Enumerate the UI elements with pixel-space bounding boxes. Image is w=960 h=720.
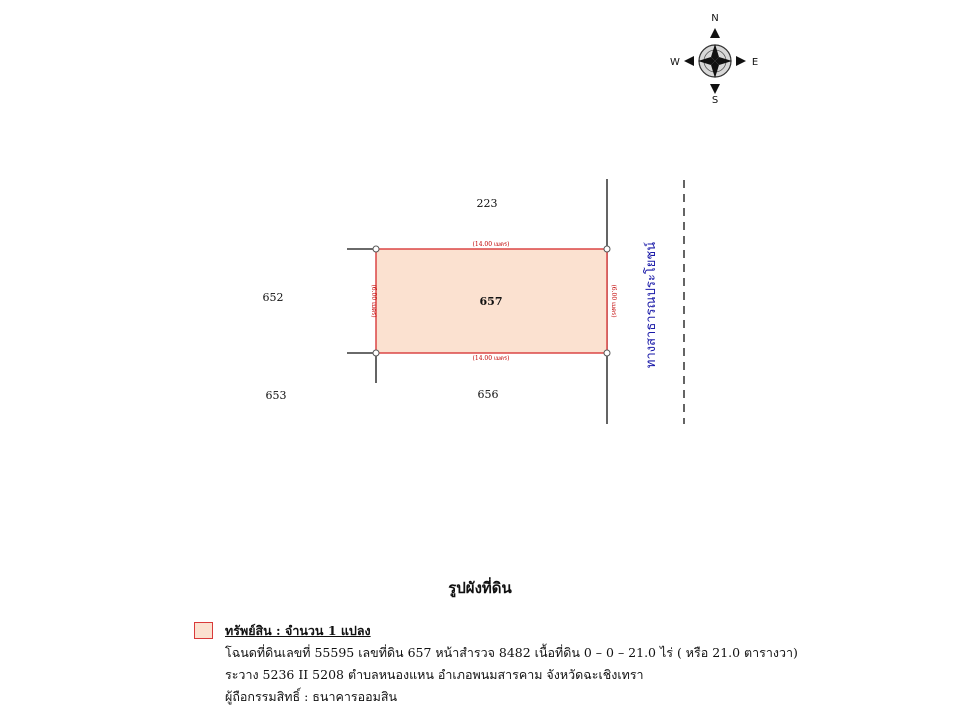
compass-north-label: N xyxy=(711,13,719,24)
corner-marker xyxy=(373,350,379,356)
compass-south-label: S xyxy=(711,95,719,106)
compass-east-label: E xyxy=(751,57,759,68)
south-plot-number: 656 xyxy=(477,388,499,401)
corner-marker xyxy=(604,350,610,356)
southwest-plot-number: 653 xyxy=(265,389,287,402)
legend-deed-line: โฉนดที่ดินเลขที่ 55595 เลขที่ดิน 657 หน้าสำรวจ 8482 เนื้อที่ดิน 0 – 0 – 21.0 ไร่ ( หรือ 21.0 ตารางวา) xyxy=(225,645,798,660)
dimension-bottom-label: (14.00 เมตร) xyxy=(472,355,510,362)
legend-owner-line: ผู้ถือกรรมสิทธิ์ : ธนาคารออมสิน xyxy=(225,689,398,704)
west-plot-number: 652 xyxy=(262,291,284,304)
subject-plot-number: 657 xyxy=(479,295,503,308)
dimension-right-label: (6.00 เมตร) xyxy=(610,284,617,318)
dimension-top-label: (14.00 เมตร) xyxy=(472,241,510,248)
compass-west-label: W xyxy=(670,57,680,68)
north-plot-number: 223 xyxy=(476,197,498,210)
legend-text xyxy=(225,620,798,708)
legend-swatch xyxy=(194,622,213,639)
corner-marker xyxy=(373,246,379,252)
legend-title: ทรัพย์สิน : จำนวน 1 แปลง xyxy=(225,623,371,638)
compass-icon xyxy=(670,13,758,106)
map-caption: รูปผังที่ดิน xyxy=(448,579,512,597)
corner-marker xyxy=(604,246,610,252)
dimension-left-label: (6.00 เมตร) xyxy=(370,284,377,318)
legend-location-line: ระวาง 5236 II 5208 ตำบลหนองแหน อำเภอพนมสารคาม จังหวัดฉะเชิงเทรา xyxy=(225,667,644,682)
road-label: ทางสาธารณประโยชน์ xyxy=(644,241,659,369)
